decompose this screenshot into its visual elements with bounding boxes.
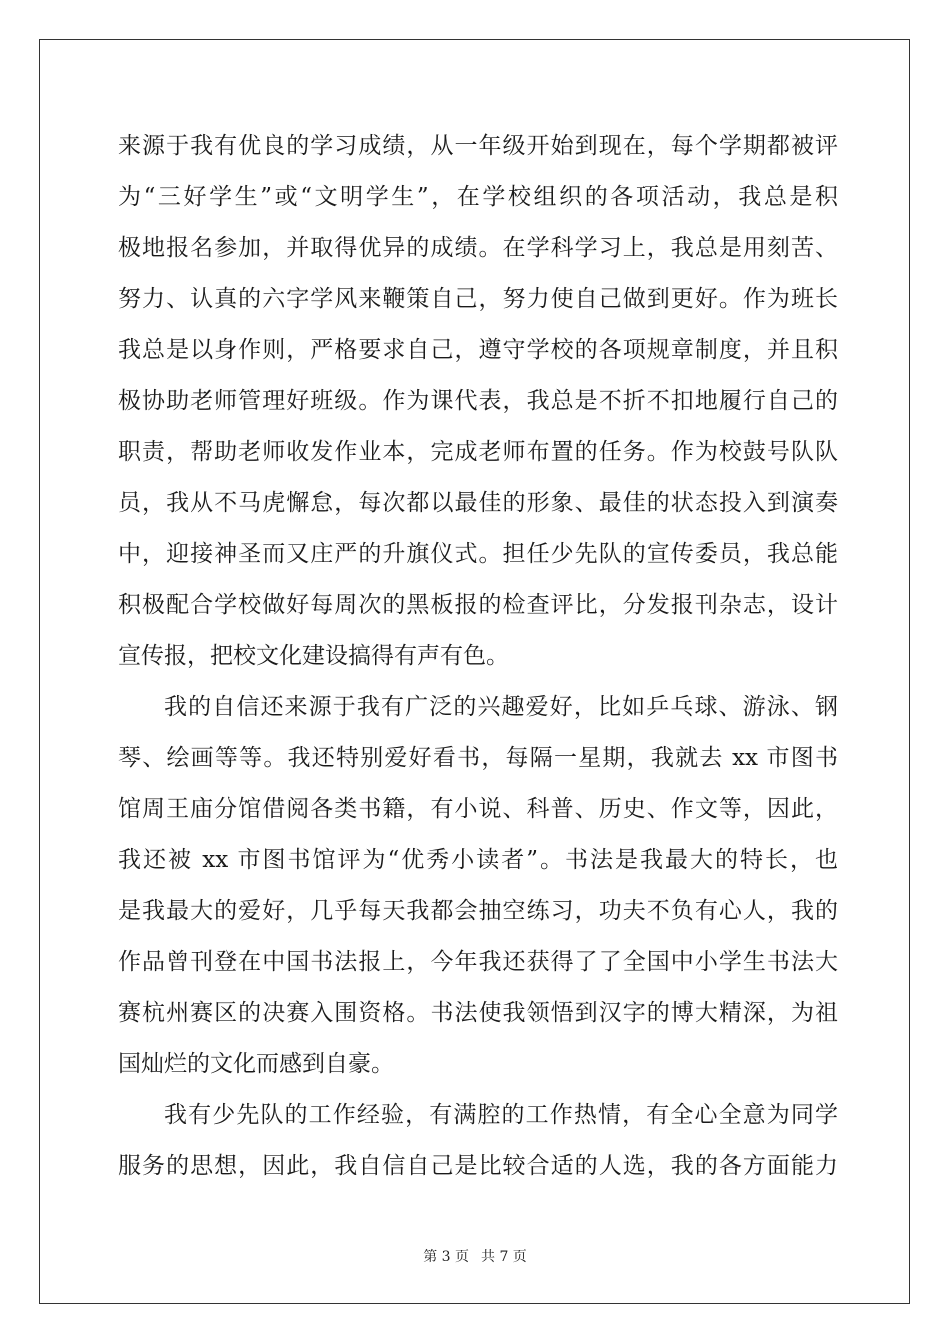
page-footer — [0, 1246, 950, 1266]
text-line: 馆周王庙分馆借阅各类书籍，有小说、科普、历史、作文等，因此， — [118, 796, 838, 822]
paragraph — [118, 121, 838, 682]
page-total: 共 7 页 — [481, 1249, 527, 1265]
text-line: 是我最大的爱好，几乎每天我都会抽空练习，功夫不负有心人，我的 — [118, 898, 838, 924]
text-line: 我总是以身作则，严格要求自己，遵守学校的各项规章制度，并且积 — [118, 337, 838, 363]
text-line: 中，迎接神圣而又庄严的升旗仪式。担任少先队的宣传委员，我总能 — [118, 541, 838, 567]
paragraph — [118, 1090, 838, 1192]
page-number: 第 3 页 — [423, 1249, 469, 1265]
text-line: 服务的思想，因此，我自信自己是比较合适的人选，我的各方面能力 — [118, 1153, 838, 1179]
text-line: 积极配合学校做好每周次的黑板报的检查评比，分发报刊杂志，设计 — [118, 592, 838, 618]
text-line: 赛杭州赛区的决赛入围资格。书法使我领悟到汉字的博大精深，为祖 — [118, 1000, 838, 1026]
text-line: 极地报名参加，并取得优异的成绩。在学科学习上，我总是用刻苦、 — [118, 235, 838, 261]
text-line: 作品曾刊登在中国书法报上，今年我还获得了了全国中小学生书法大 — [118, 949, 838, 975]
document-body — [118, 121, 838, 1192]
text-line: 员，我从不马虎懈怠，每次都以最佳的形象、最佳的状态投入到演奏 — [118, 490, 838, 516]
text-line: 极协助老师管理好班级。作为课代表，我总是不折不扣地履行自己的 — [118, 388, 838, 414]
text-line: 国灿烂的文化而感到自豪。 — [118, 1051, 394, 1077]
text-line: 来源于我有优良的学习成绩，从一年级开始到现在，每个学期都被评 — [118, 133, 838, 159]
text-line: 我有少先队的工作经验，有满腔的工作热情，有全心全意为同学 — [164, 1102, 838, 1128]
paragraph — [118, 682, 838, 1090]
text-line: 我的自信还来源于我有广泛的兴趣爱好，比如乒乓球、游泳、钢 — [164, 694, 838, 720]
text-line: 职责，帮助老师收发作业本，完成老师布置的任务。作为校鼓号队队 — [118, 439, 838, 465]
text-line: 努力、认真的六字学风来鞭策自己，努力使自己做到更好。作为班长 — [118, 286, 838, 312]
text-line: 为“三好学生”或“文明学生”，在学校组织的各项活动，我总是积 — [118, 184, 838, 210]
text-line: 我还被 xx 市图书馆评为“优秀小读者”。书法是我最大的特长，也 — [118, 847, 838, 873]
text-line: 宣传报，把校文化建设搞得有声有色。 — [118, 643, 509, 669]
text-line: 琴、绘画等等。我还特别爱好看书，每隔一星期，我就去 xx 市图书 — [118, 745, 838, 771]
